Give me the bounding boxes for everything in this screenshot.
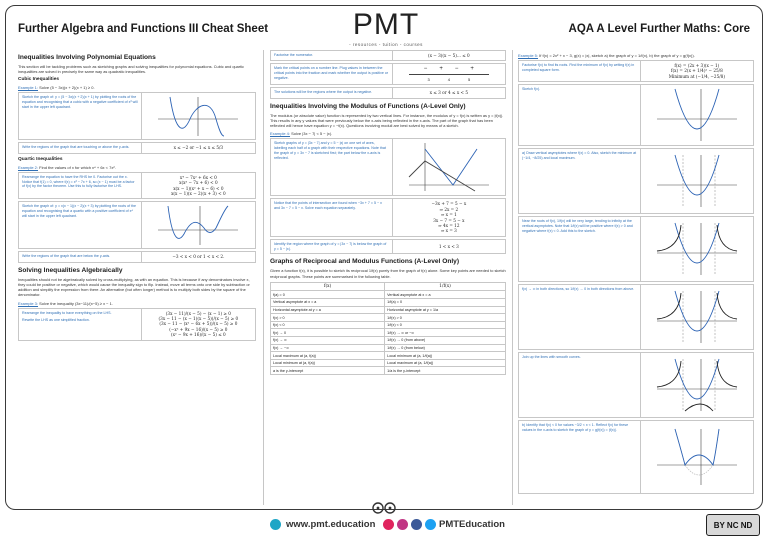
table-cell: f(x) < 0 (271, 321, 385, 329)
license-text: BY NC ND (713, 520, 753, 530)
critical-point: 3 (427, 77, 430, 83)
table-cell: Vertical asymptote at x = a (271, 299, 385, 307)
step-instruction: Sketch f(x). (522, 87, 541, 92)
step-instruction: Notice that the points of intersection are found when −3x + 7 = 5 − x and 3x − 7 = 5 − x. Solve each equation separately. (274, 201, 382, 211)
example-step-row (518, 284, 754, 350)
sign: + (470, 66, 474, 73)
table-row (271, 359, 506, 367)
example-label: Example 5: (518, 53, 539, 58)
working-line: 3x − 7 = 5 − x (433, 217, 465, 223)
working-line: x⁴ − 7x² + 6x < 0 (179, 174, 217, 180)
example-step-row (18, 201, 256, 249)
step-instruction: Sketch graphs of y = |3x − 7| and y = 5 − |x| on one set of axes, labelling each half of a graph with their respective equations. Note that the graph of y = 3x − 7 is sketched first; the part below the x-axis is reflected. (274, 141, 386, 160)
working-line: (−x² + 9x − 16)/(x − 5) ≥ 0 (169, 326, 228, 332)
table-row (271, 291, 506, 299)
section-title: Solving Inequalities Algebraically (18, 266, 123, 274)
example-step-row (270, 63, 506, 85)
example-step-row (270, 239, 506, 255)
quartic-graph (154, 204, 242, 246)
example-step-row (18, 172, 256, 200)
example-label: Example 3: (18, 300, 39, 306)
working-line: ⇒ x = 3 (440, 228, 457, 234)
table-cell: 1/f(x) → 0 (from below) (385, 344, 506, 352)
table-cell: 1/f(x) < 0 (385, 321, 506, 329)
example-step-row (518, 352, 754, 418)
working-line: f(x) = (2x + 3)(x − 1) (674, 63, 720, 68)
table-row (271, 367, 506, 375)
step-instruction: b) Identify that f(x) < 0 for values −3/2 < x < 1. Reflect f(x) for these values in the x-axis to sketch the graph of y = g(f(x)) = |f(x)|. (522, 423, 629, 433)
example-label: Example 2: (18, 164, 39, 170)
example-step-row (18, 92, 256, 140)
sign: − (423, 66, 428, 73)
twitter-icon[interactable] (425, 519, 436, 530)
section-title: Inequalities Involving the Modulus of Functions (A-Level Only) (270, 102, 466, 110)
section-title: Graphs of Reciprocal and Modulus Functions (A-Level Only) (270, 258, 460, 266)
section-intro: Inequalities should not be algebraically solved by cross-multiplying, as with an equation. This is because if any denominators involve x, they could be positive or negative, which would cause the inequality sign to flip. Instead, move all terms onto one side by subtraction or addition and simplify the expression from there. An alternative (but often longer) method is to multiply both sides by the square of the denominator. (18, 276, 250, 298)
pmt-logo (336, 8, 436, 50)
creative-commons-badge (706, 514, 760, 536)
table-cell: 1/f(x) → ∞ or −∞ (385, 329, 506, 337)
table-row (271, 344, 506, 352)
table-row (271, 352, 506, 360)
step-instruction: Join up the lines with smooth curves. (522, 355, 581, 360)
modulus-parabola-graph (653, 427, 741, 487)
example-heading (18, 165, 256, 170)
sheet-title: Further Algebra and Functions III Cheat Sheet (18, 23, 269, 35)
table-cell: Local maximum at (a, 1/f(a)) (385, 359, 506, 367)
example-step-row (270, 138, 506, 196)
table-cell: Horizontal asymptote at y = 1/a (385, 306, 506, 314)
working-line: −3x + 7 = 5 − x (431, 201, 467, 207)
example-step-row (270, 50, 506, 61)
example-label: Example 4: (270, 131, 291, 137)
example-step-row (518, 84, 754, 146)
example-step-row (18, 308, 256, 341)
website-link[interactable] (270, 519, 375, 530)
table-header: f(x) (271, 282, 385, 291)
example-step-row (518, 148, 754, 214)
table-row (271, 306, 506, 314)
example-heading (18, 85, 256, 90)
working-line: (3x − 11 − (x − 1)(x − 5))/(x − 5) ≥ 0 (158, 316, 239, 322)
sign: − (454, 66, 459, 73)
table-cell: f(x) → 0 (271, 329, 385, 337)
step-instruction: Sketch the graph of: y = (5 − 3x)(x + 2)(x + 1) by plotting the roots of the equation and recognising that a cubic with a negative coefficient of x³ will start in the upper left quadrant. (22, 95, 138, 109)
example-heading (518, 53, 754, 58)
number-line (409, 74, 489, 75)
example-step-row (518, 216, 754, 282)
example-heading (270, 131, 506, 136)
reciprocal-graph (653, 221, 741, 277)
cheat-sheet (5, 5, 763, 510)
section-intro: This section will be tackling problems such as sketching graphs and solving inequalities for polynomial equations. Cubic and quartic inequalities are solved in precisely the same way as quadratic inequalities. (18, 64, 244, 75)
step-instruction: Write the regions of the graph that are below the y-axis. (22, 254, 111, 259)
table-cell: 1/f(x) > 0 (385, 314, 506, 322)
table-row (271, 314, 506, 322)
table-cell: 1/f(x) → 0 (from above) (385, 337, 506, 345)
column-1 (18, 50, 256, 505)
section-title: Inequalities Involving Polynomial Equations (18, 54, 156, 61)
step-instruction: Write the regions of the graph that are touching or above the y-axis. (22, 145, 130, 150)
example-step-row (18, 251, 256, 262)
reciprocal-graph (653, 289, 741, 345)
example-heading (18, 301, 256, 306)
example-text: Solve the inequality (3x−11)/(x−5) ≥ x − 1. (39, 300, 113, 306)
critical-points (427, 77, 470, 82)
step-instruction: Identify the region where the graph of y = |3x − 7| is below the graph of y = 5 − |x|. (274, 241, 387, 251)
working-line: x(x − 1)(x − 2)(x + 3) < 0 (171, 191, 226, 197)
table-cell: f(x) > 0 (271, 314, 385, 322)
sign: + (439, 66, 443, 73)
example-step-row (270, 198, 506, 236)
asymptote-graph (653, 153, 741, 209)
globe-icon (270, 519, 281, 530)
table-cell: Local maximum at (a, f(a)) (271, 352, 385, 360)
example-step-row (270, 87, 506, 98)
table-row (271, 337, 506, 345)
section-intro: Given a function f(x), it is possible to sketch its reciprocal 1/f(x) purely from the graph of f(x) alone. Some key points are needed to sketch reciprocal graphs. These points are summarised in the following table. (270, 268, 506, 279)
subsection-title: Quartic Inequalities (18, 156, 63, 162)
website-text: www.pmt.education (286, 519, 376, 530)
table-cell: Local minimum at (a, 1/f(a)) (385, 352, 506, 360)
column-divider (263, 50, 264, 505)
example-label: Example 1: (18, 85, 39, 91)
working-line: (3x − 11 − (x² − 6x + 5))/(x − 5) ≥ 0 (159, 321, 238, 327)
example-step-row (518, 420, 754, 494)
column-3 (518, 50, 754, 505)
table-cell: a is the y-intercept (271, 367, 385, 375)
table-cell: Local minimum at (a, f(a)) (271, 359, 385, 367)
example-answer: 1 < x < 3 (438, 243, 459, 249)
example-answer: −3 < x < 0 or 1 < x < 2. (172, 254, 225, 260)
step-instruction: a) Draw vertical asymptotes where f(x) = 0. Also, sketch the minimum at (−1/4, −8/25) and local maximum. (522, 151, 637, 161)
column-2 (270, 50, 506, 505)
table-row (271, 299, 506, 307)
step-instruction: Sketch the graph of: y = x(x − 1)(x − 2)(x + 3) by plotting the roots of the equation and recognising that a quartic with a positive coefficient of x⁴ will start in the upper left quadrant. (22, 204, 137, 219)
step-instruction: Rearrange the inequality to have everything on the LHS. (22, 310, 112, 315)
example-text: Solve (5 − 3x)(x + 2)(x + 1) ≥ 0. (39, 85, 95, 91)
table-cell: f(a) = 0 (271, 291, 385, 299)
course-title: AQA A Level Further Maths: Core (568, 23, 750, 35)
critical-point: 4 (447, 77, 450, 83)
working-line: ⇒ 4x = 12 (438, 223, 460, 229)
pmt-owl-icon (368, 502, 400, 514)
example-step-row (518, 60, 754, 82)
facebook-icon[interactable] (411, 519, 422, 530)
table-row (271, 329, 506, 337)
example-step-row (18, 142, 256, 153)
table-row (271, 321, 506, 329)
critical-point: 5 (467, 77, 471, 83)
parabola-graph (653, 87, 741, 143)
reciprocal-graph (653, 357, 741, 413)
cubic-graph (154, 95, 242, 137)
step-instruction: Rewrite the LHS as one simplified fraction. (22, 318, 90, 323)
example-text: Find the values of x for which x⁴ + 6x < 7x². (39, 164, 116, 170)
subsection-title: Cubic Inequalities (18, 77, 60, 83)
modulus-graph (405, 141, 493, 193)
table-cell: 1/f(a) = 0 (385, 299, 506, 307)
example-answer: x ≤ −2 or −1 ≤ x ≤ 5/3 (173, 145, 224, 151)
working-line: ⇒ 2x = 2 (439, 206, 459, 212)
working-line: ⇒ x = 1 (440, 212, 457, 218)
logo-text: PMT (352, 8, 420, 41)
step-instruction: Near the roots of f(x), 1/f(x) will be very large, tending to infinity at the vertical asymptotes. Note that 1/f(x) will be positive where f(x) > 0 and negative where f(x) < 0. Add this to the sketch. (522, 219, 633, 233)
table-header: 1/f(x) (385, 282, 506, 291)
step-instruction: Factorise f(x) to find its roots. Find the minimum of f(x) by writing f(x) in completed square form. (522, 63, 635, 72)
example-text: Solve |3x − 7| < 5 − |x|. (291, 131, 332, 137)
social-links (383, 519, 505, 530)
reciprocal-table (270, 282, 506, 375)
working-line: Minimum at (−1/4, −25/8) (668, 73, 725, 79)
social-handle: PMTEducation (439, 519, 505, 530)
table-cell: f(x) → −∞ (271, 344, 385, 352)
example-text: If f(x) = 2x² + x − 3, g(x) = |x|, sketch a) the graph of y = 1/f(x), b) the graph of y = g(f(x)). (539, 53, 695, 58)
step-instruction: The solutions will be the regions where the output is negative. (274, 90, 373, 95)
step-instruction: f(x) → ∞ in both directions, so 1/f(x) → 0 in both directions from above. (522, 287, 635, 292)
logo-tagline: - resources - tuition - courses (349, 42, 423, 47)
column-divider (512, 50, 513, 505)
working-line: (x² − 9x + 16)/(x − 5) ≤ 0 (171, 332, 226, 338)
step-instruction: Mark the critical points on a number line. Plug values in between the critical points into the fraction and mark whether the output is positive or negative. (274, 66, 389, 80)
sign-chart (424, 66, 474, 72)
working-line: f(x) = 2(x + 1/4)² − 25/8 (670, 68, 723, 74)
working-line: (3x − 11)/(x − 5) − (x − 1) ≥ 0 (165, 310, 231, 316)
example-answer: x ≤ 3 or 4 ≤ x < 5 (429, 90, 469, 96)
table-cell: 1/a is the y-intercept (385, 367, 506, 375)
section-intro: The modulus (or absolute value) function is represented by two vertical lines. For instance, the modulus of y = f(x) is written as y = |f(x)|. This results in any y values that were previously below the x-axis being reflected in the x-axis. The part of the graph that has been reflected will hence have equation y = −f(x). Questions involving moduli are best solved by means of a sketch. (270, 112, 504, 129)
table-cell: Vertical asymptote at x = a (385, 291, 506, 299)
table-cell: f(x) → ∞ (271, 337, 385, 345)
table-cell: Horizontal asymptote at y = a (271, 306, 385, 314)
step-instruction: Factorise the numerator. (274, 53, 313, 57)
youtube-icon[interactable] (383, 519, 394, 530)
working-line: x(x³ − 7x + 6) < 0 (179, 180, 218, 186)
working-line: x(x − 1)(x² + x − 6) < 0 (173, 185, 224, 191)
working-line: (x − 3)(x − 5)... ≤ 0 (427, 53, 470, 58)
instagram-icon[interactable] (397, 519, 408, 530)
step-instruction: Rearrange the equation to have the RHS be 0. Factorise out the x. Notice that f(1) = 0, where f(x) = x³ − 7x + 6, so (x − 1) must be a factor of f(x) by the factor theorem. Use this to fully factorise the LHS. (22, 174, 135, 189)
